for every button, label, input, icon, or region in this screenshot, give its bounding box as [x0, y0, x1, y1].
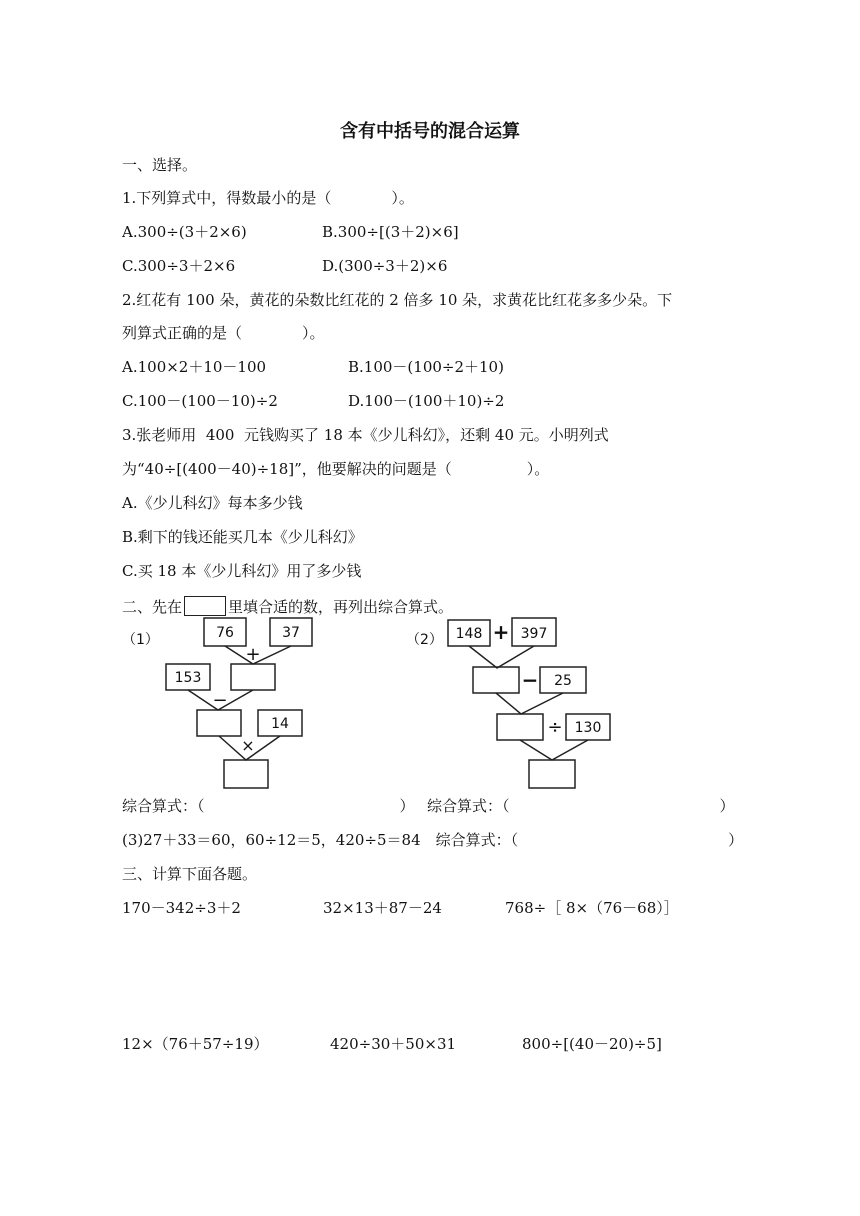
- q3-stem-line2: 为“40÷[(400－40)÷18]”，他要解决的问题是（ ）。: [122, 460, 550, 478]
- q2-option-a: A.100×2＋10－100: [122, 358, 267, 376]
- calc-3: 768÷［ 8×（76－68）］: [505, 899, 679, 917]
- q3-option-a: A.《少儿科幻》每本多少钱: [122, 494, 303, 512]
- d1-box-diff: [197, 710, 241, 736]
- q3-option-c: C.买 18 本《少儿科幻》用了多少钱: [122, 562, 362, 580]
- d1-label: （1）: [122, 632, 159, 648]
- d2-op-minus: −: [521, 668, 539, 692]
- q1-stem: 1.下列算式中，得数最小的是（ ）。: [122, 189, 414, 207]
- question-3-formula: (3)27＋33＝60，60÷12＝5，420÷5＝84 综合算式：（ ）: [122, 831, 744, 849]
- d2-value-right1: 25: [554, 673, 572, 689]
- formula-2: 综合算式：（ ）: [427, 797, 735, 815]
- section-2-heading-pre: 二、先在: [122, 598, 183, 616]
- d2-op-plus: +: [492, 620, 510, 644]
- d2-value-top-right: 397: [520, 626, 548, 642]
- q3-option-b: B.剩下的钱还能买几本《少儿科幻》: [122, 528, 363, 546]
- d1-value-top-right: 37: [282, 625, 300, 641]
- calc-5: 420÷30＋50×31: [330, 1035, 457, 1053]
- q2-stem-line1: 2.红花有 100 朵，黄花的朵数比红花的 2 倍多 10 朵，求黄花比红花多多少朵。下: [122, 291, 673, 309]
- diagrams: [0, 610, 860, 810]
- calc-4: 12×（76＋57÷19）: [122, 1035, 269, 1053]
- section-3-heading: 三、计算下面各题。: [122, 865, 258, 883]
- d1-op-minus: −: [212, 690, 228, 711]
- d1-op-times: ×: [241, 736, 255, 755]
- d2-connector-1: [469, 646, 534, 668]
- q2-option-d: D.100－(100＋10)÷2: [348, 392, 505, 410]
- q2-option-c: C.100－(100－10)÷2: [122, 392, 278, 410]
- d2-value-top-left: 148: [455, 626, 483, 642]
- q1-option-b: B.300÷[(3＋2)×6]: [322, 223, 459, 241]
- q2-option-b: B.100－(100÷2＋10): [348, 358, 504, 376]
- q2-stem-line2: 列算式正确的是（ ）。: [122, 324, 325, 342]
- formula-1: 综合算式：（ ）: [122, 797, 415, 815]
- section-2-heading-post: 里填合适的数，再列出综合算式。: [228, 598, 454, 616]
- d1-box-result: [224, 760, 268, 788]
- section-1-heading: 一、选择。: [122, 156, 198, 174]
- d1-value-top-left: 76: [216, 625, 234, 641]
- page-title: 含有中括号的混合运算: [340, 121, 520, 142]
- d2-connector-3: [520, 740, 588, 760]
- d2-connector-2: [496, 693, 563, 714]
- d1-box-sum: [231, 664, 275, 690]
- calc-2: 32×13＋87－24: [323, 899, 442, 917]
- d2-label: （2）: [406, 632, 443, 648]
- d2-box-sum: [473, 667, 519, 693]
- d2-box-diff: [497, 714, 543, 740]
- q1-option-a: A.300÷(3＋2×6): [122, 223, 247, 241]
- d1-value-left: 153: [174, 670, 202, 686]
- d2-op-divide: ÷: [547, 717, 563, 738]
- q1-option-c: C.300÷3＋2×6: [122, 257, 236, 275]
- q3-stem-line1: 3.张老师用 400 元钱购买了 18 本《少儿科幻》，还剩 40 元。小明列式: [122, 426, 609, 444]
- q1-option-d: D.(300÷3＋2)×6: [322, 257, 448, 275]
- d2-value-right2: 130: [574, 720, 602, 736]
- calc-1: 170－342÷3＋2: [122, 899, 241, 917]
- d1-value-right: 14: [271, 716, 289, 732]
- d2-box-result: [529, 760, 575, 788]
- d1-op-plus: +: [245, 644, 261, 665]
- calc-6: 800÷[(40－20)÷5]: [522, 1035, 662, 1053]
